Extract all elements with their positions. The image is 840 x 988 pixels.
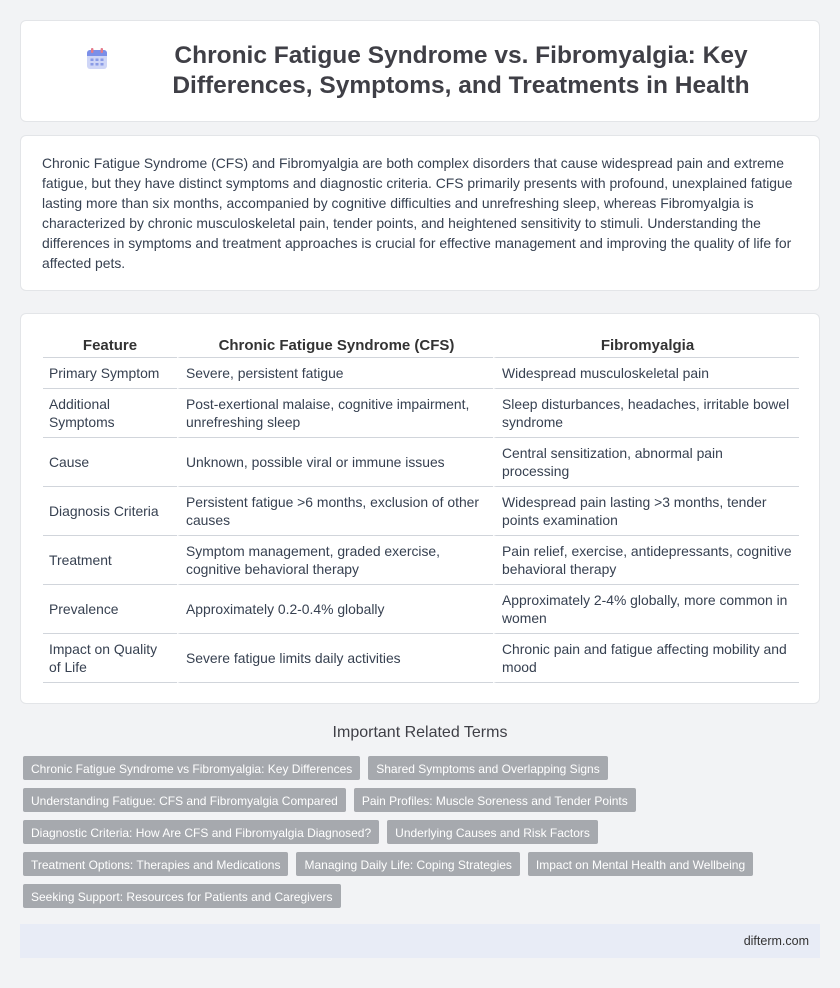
table-row xyxy=(43,389,799,438)
table-cell-fibromyalgia: Central sensitization, abnormal pain processing xyxy=(493,438,799,487)
page-title: Chronic Fatigue Syndrome vs. Fibromyalgia: Key Differences, Symptoms, and Treatments in Health xyxy=(172,42,750,99)
table-cell-feature: Cause xyxy=(43,438,177,487)
table-row xyxy=(43,585,799,634)
related-term-tag[interactable]: Managing Daily Life: Coping Strategies xyxy=(296,852,519,876)
related-term-tag[interactable]: Understanding Fatigue: CFS and Fibromyalgia Compared xyxy=(23,788,346,812)
column-header: Feature xyxy=(43,333,177,358)
comparison-table xyxy=(43,333,799,683)
table-cell-feature: Primary Symptom xyxy=(43,358,177,389)
table-cell-cfs: Symptom management, graded exercise, cognitive behavioral therapy xyxy=(177,536,493,585)
table-cell-cfs: Post-exertional malaise, cognitive impairment, unrefreshing sleep xyxy=(177,389,493,438)
related-term-tag[interactable]: Treatment Options: Therapies and Medications xyxy=(23,852,288,876)
table-cell-fibromyalgia: Pain relief, exercise, antidepressants, cognitive behavioral therapy xyxy=(493,536,799,585)
table-row xyxy=(43,358,799,389)
related-term-tag[interactable]: Diagnostic Criteria: How Are CFS and Fibromyalgia Diagnosed? xyxy=(23,820,379,844)
table-row xyxy=(43,634,799,683)
related-term-tag[interactable]: Pain Profiles: Muscle Soreness and Tender Points xyxy=(354,788,636,812)
intro-card xyxy=(20,135,820,291)
table-cell-cfs: Approximately 0.2-0.4% globally xyxy=(177,585,493,634)
site-link[interactable]: difterm.com xyxy=(743,934,809,948)
table-header-row xyxy=(43,333,799,358)
related-term-tag[interactable]: Seeking Support: Resources for Patients and Caregivers xyxy=(23,884,341,908)
calendar-icon xyxy=(85,47,109,76)
table-cell-fibromyalgia: Approximately 2-4% globally, more common in women xyxy=(493,585,799,634)
table-cell-cfs: Severe fatigue limits daily activities xyxy=(177,634,493,683)
related-terms-list xyxy=(23,756,823,908)
intro-paragraph: Chronic Fatigue Syndrome (CFS) and Fibromyalgia are both complex disorders that cause widespread pain and extreme fatigue, but they have distinct symptoms and diagnostic criteria. CFS primarily presents with profound, unexplained fatigue lasting more than six months, accompanied by cognitive difficulties and unrefreshing sleep, whereas Fibromyalgia is characterized by chronic musculoskeletal pain, tender points, and heightened sensitivity to stimuli. Understanding the differences in symptoms and treatment approaches is crucial for effective management and improving the quality of life for affected pets. xyxy=(42,155,793,271)
table-row xyxy=(43,487,799,536)
table-cell-cfs: Unknown, possible viral or immune issues xyxy=(177,438,493,487)
comparison-table-card xyxy=(20,313,820,704)
related-term-tag[interactable]: Underlying Causes and Risk Factors xyxy=(387,820,598,844)
column-header: Chronic Fatigue Syndrome (CFS) xyxy=(177,333,493,358)
table-cell-cfs: Severe, persistent fatigue xyxy=(177,358,493,389)
table-cell-feature: Additional Symptoms xyxy=(43,389,177,438)
table-cell-fibromyalgia: Chronic pain and fatigue affecting mobility and mood xyxy=(493,634,799,683)
related-term-tag[interactable]: Chronic Fatigue Syndrome vs Fibromyalgia: Key Differences xyxy=(23,756,360,780)
table-row xyxy=(43,438,799,487)
table-cell-feature: Impact on Quality of Life xyxy=(43,634,177,683)
table-cell-fibromyalgia: Widespread musculoskeletal pain xyxy=(493,358,799,389)
table-cell-fibromyalgia: Sleep disturbances, headaches, irritable bowel syndrome xyxy=(493,389,799,438)
related-term-tag[interactable]: Shared Symptoms and Overlapping Signs xyxy=(368,756,607,780)
table-cell-feature: Prevalence xyxy=(43,585,177,634)
column-header: Fibromyalgia xyxy=(493,333,799,358)
table-cell-cfs: Persistent fatigue >6 months, exclusion of other causes xyxy=(177,487,493,536)
related-term-tag[interactable]: Impact on Mental Health and Wellbeing xyxy=(528,852,753,876)
related-terms-title: Important Related Terms xyxy=(332,724,508,741)
table-row xyxy=(43,536,799,585)
footer xyxy=(20,924,820,958)
table-cell-feature: Treatment xyxy=(43,536,177,585)
table-cell-fibromyalgia: Widespread pain lasting >3 months, tender points examination xyxy=(493,487,799,536)
header-card xyxy=(20,20,820,122)
table-cell-feature: Diagnosis Criteria xyxy=(43,487,177,536)
